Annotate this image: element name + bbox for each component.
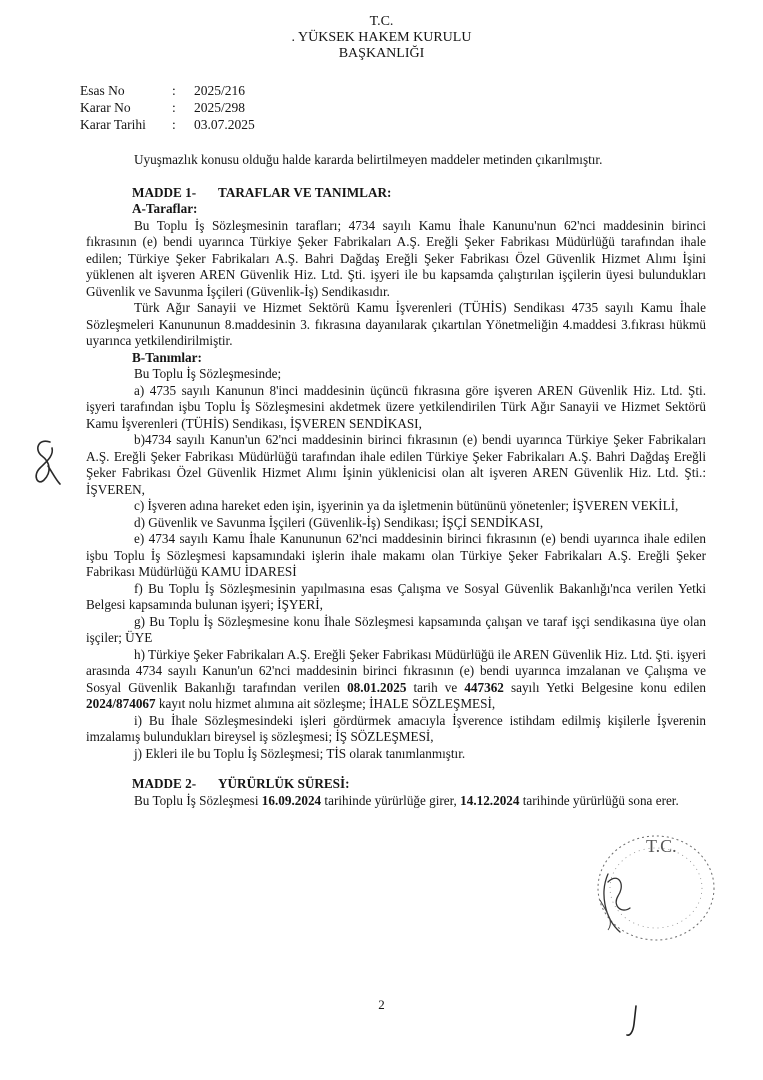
intro-note: Uyuşmazlık konusu olduğu halde kararda belirtilmeyen maddeler metinden çıkarılmıştır.	[134, 152, 603, 167]
case-info-row	[80, 82, 255, 99]
case-info-row	[80, 116, 255, 133]
definition-item: g) Bu Toplu İş Sözleşmesine konu İhale Sözleşmesi kapsamında çalışan ve taraf işçi sendikasına üye olan işçiler; ÜYE	[86, 613, 706, 645]
article-1-heading	[86, 185, 706, 202]
case-info-colon: :	[172, 83, 176, 98]
definition-text: sayılı Yetki Belgesine konu edilen	[503, 679, 706, 695]
authorization-number: 447362	[464, 679, 504, 695]
section-b-intro: Bu Toplu İş Sözleşmesinde;	[134, 366, 282, 381]
definition-item: a) 4735 sayılı Kanunun 8'inci maddesinin üçüncü fıkrasına göre işveren AREN Güvenlik Hiz. Ltd. Şti. işyeri tarafından işbu Toplu İş Sözleşmesini akdetmek üzere yetkilendirilen Türk Ağır Sanayii ve Hizmet Sektörü Kamu İşverenleri (TÜHİS) Sendikası, İŞVEREN SENDİKASI,	[86, 382, 706, 431]
authorization-date: 08.01.2025	[347, 679, 407, 695]
official-stamp-icon	[578, 822, 728, 952]
article-2-text: tarihinde yürürlüğe girer,	[321, 792, 461, 808]
case-info-row	[80, 99, 255, 116]
definition-item: f) Bu Toplu İş Sözleşmesinin yapılmasına esas Çalışma ve Sosyal Güvenlik Bakanlığı'nca verilen Yetki Belgesi kapsamında bulunan işyeri; İŞYERİ,	[86, 580, 706, 612]
handwritten-initial-icon	[28, 436, 64, 488]
article-2-text: tarihinde yürürlüğü sona erer.	[519, 792, 679, 808]
header-line-kurul: . YÜKSEK HAKEM KURULU	[291, 30, 472, 45]
case-info-colon: :	[172, 100, 176, 115]
section-a-paragraph: Türk Ağır Sanayii ve Hizmet Sektörü Kamu İşverenleri (TÜHİS) Sendikası 4735 sayılı Kamu İhale Sözleşmeleri Kanununun 8.maddesinin 3. fıkrasına dayanılarak çıkartılan Yönetmeliğin 4.maddesi 3.fıkrası hükmü uyarınca yetkilendirilmiştir.	[86, 300, 706, 348]
header-line-tc: T.C.	[369, 14, 394, 29]
section-a-paragraph: Bu Toplu İş Sözleşmesinin tarafları; 4734 sayılı Kamu İhale Kanunu'nun 62'nci maddesinin birinci fıkrasının (e) bendi uyarınca Türkiye Şeker Fabrikaları A.Ş. Ereğli Şeker Fabrikası Müdürlüğü tarafından ihale edilen; Türkiye Şeker Fabrikaları A.Ş. Bahri Dağdaş Ereğli Şeker Fabrikası Özel Güvenlik Hizmet Alımı İşini yüklenen alt işveren AREN Güvenlik Hiz. Ltd. Şti. işyeri ile bu kapsamda çalıştırılan işçilerin üyesi bulundukları Güvenlik ve Savunma İşçileri (Güvenlik-İş) Sendikasıdır.	[86, 217, 706, 299]
document-body	[86, 152, 706, 809]
case-info-label: Karar No	[80, 100, 131, 115]
case-info-label: Karar Tarihi	[80, 117, 146, 132]
page-number: 2	[378, 997, 385, 1012]
article-1-title: TARAFLAR VE TANIMLAR:	[218, 184, 392, 200]
case-info	[80, 82, 255, 133]
definition-item: d) Güvenlik ve Savunma İşçileri (Güvenlik-İş) Sendikası; İŞÇİ SENDİKASI,	[134, 514, 544, 530]
article-2-title: YÜRÜRLÜK SÜRESİ:	[218, 776, 350, 791]
definition-item: i) Bu İhale Sözleşmesindeki işleri gördürmek amacıyla İşverence istihdam edilmiş kişilerle İşverenin imzalamış bulundukları bireysel iş sözleşmesi; İŞ SÖZLEŞMESİ,	[86, 712, 706, 744]
definition-text: tarih ve	[406, 679, 465, 695]
definition-item	[86, 647, 706, 713]
article-1-number: MADDE 1-	[132, 184, 197, 200]
section-b-title: B-Tanımlar:	[132, 349, 202, 365]
stamp-text: T.C.	[646, 836, 677, 856]
definition-item: b)4734 sayılı Kanun'un 62'nci maddesinin birinci fıkrasının (e) bendi uyarınca Türkiye Şeker Fabrikaları A.Ş. Ereğli Şeker Fabrikası Müdürlüğü tarafından ihale edilen Türkiye Şeker Fabrikaları A.Ş. Bahri Dağdaş Ereğli Şeker Fabrikası Özel Güvenlik Hizmet Alımı İşinin yüklenicisi olan alt işveren AREN Güvenlik Hiz. Ltd. Şti.: İŞVEREN,	[86, 432, 706, 497]
definition-item: e) 4734 sayılı Kamu İhale Kanununun 62'nci maddesinin birinci fıkrasının (e) bendi uyarınca ihale edilen işbu Toplu İş Sözleşmesi kapsamındaki işlerin ihale makamı olan Türkiye Şeker Fabrikaları A.Ş. Ereğli Şeker Fabrikası Müdürlüğü KAMU İDARESİ	[86, 531, 706, 579]
case-info-value: 2025/298	[194, 100, 246, 115]
start-date: 16.09.2024	[261, 792, 322, 808]
definition-text: h) Türkiye Şeker Fabrikaları A.Ş. Ereğli Şeker Fabrikası Müdürlüğü ile AREN Güvenlik Hiz. Ltd. Şti. işyeri arasında 4734 sayılı Kanun'un 62'nci maddesinin birinci fıkrasının (e) bendi uyarınca imzalanan ve Çalışma ve Sosyal Güvenlik Bakanlığı tarafından verilen	[86, 646, 706, 695]
registration-number: 2024/874067	[86, 696, 156, 711]
case-info-value: 03.07.2025	[194, 117, 255, 132]
definition-item: j) Ekleri ile bu Toplu İş Sözleşmesi; TİS olarak tanımlanmıştır.	[134, 745, 466, 761]
article-2-paragraph	[86, 793, 706, 810]
end-date: 14.12.2024	[460, 792, 520, 808]
article-2-number: MADDE 2-	[132, 776, 197, 791]
definition-item: c) İşveren adına hareket eden işin, işyerinin ya da işletmenin bütününü yönetenler; İŞVEREN VEKİLİ,	[134, 498, 679, 513]
header-line-baskanlik: BAŞKANLIĞI	[338, 46, 425, 61]
section-a-title: A-Taraflar:	[132, 201, 198, 216]
case-info-value: 2025/216	[194, 83, 246, 98]
document-header	[0, 14, 763, 62]
article-2-text: Bu Toplu İş Sözleşmesi	[134, 792, 262, 808]
case-info-label: Esas No	[80, 83, 125, 98]
case-info-colon: :	[172, 117, 176, 132]
article-2-heading	[86, 776, 706, 793]
definition-text: kayıt nolu hizmet alımına ait sözleşme; İHALE SÖZLEŞMESİ,	[155, 696, 496, 711]
